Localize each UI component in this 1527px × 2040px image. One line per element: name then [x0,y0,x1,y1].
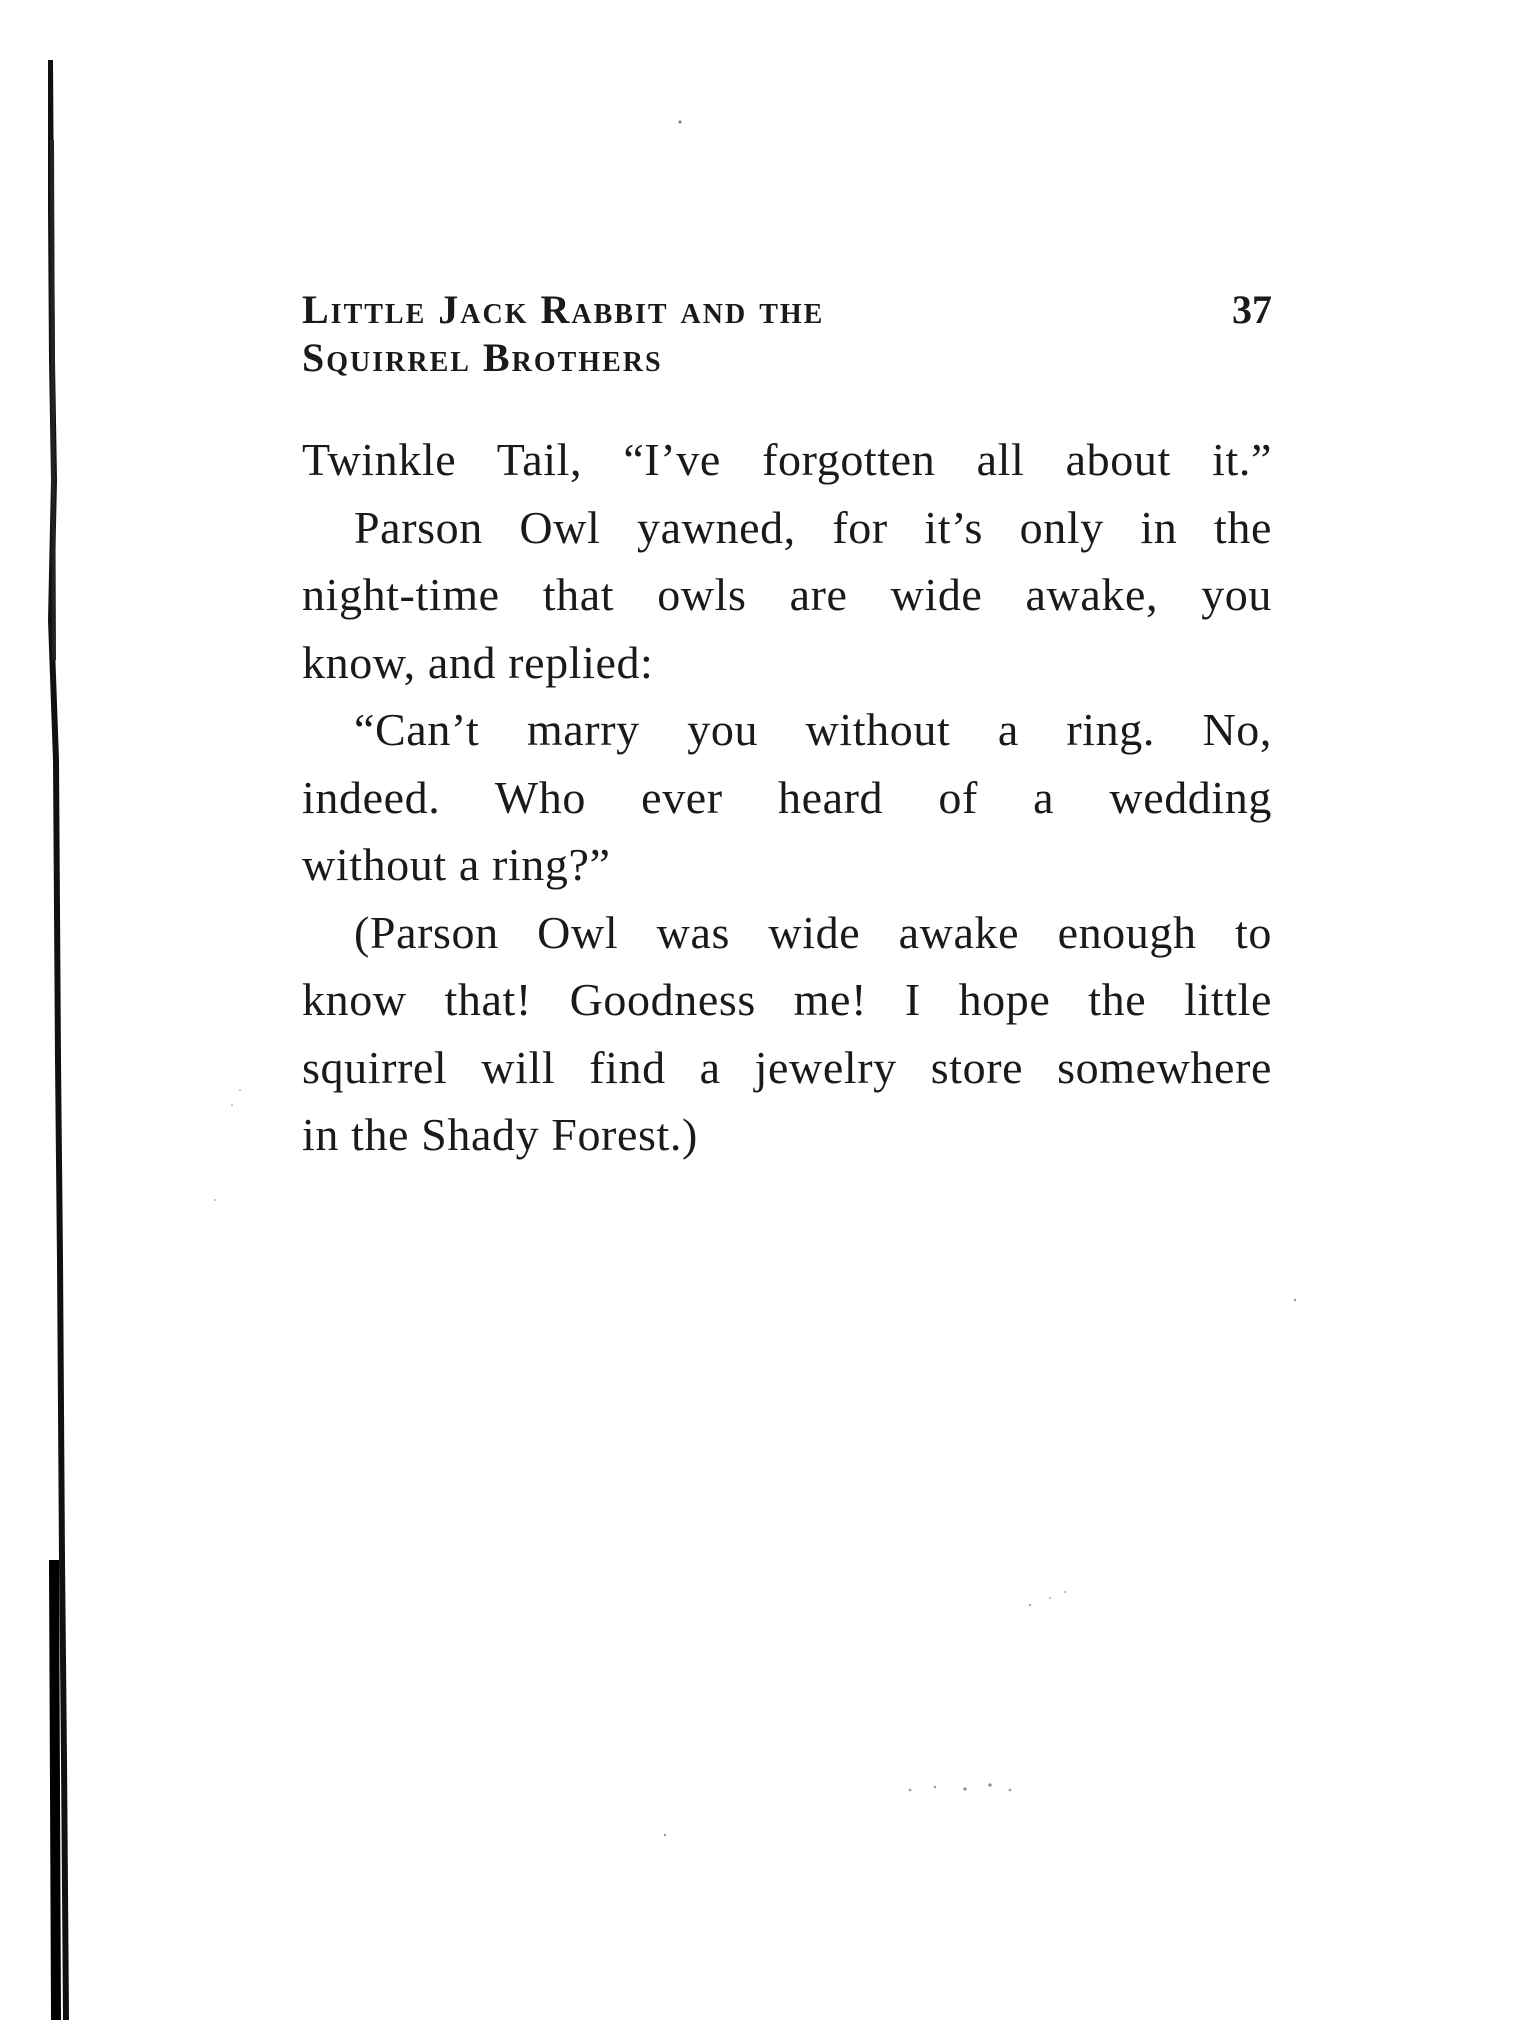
text-line-9: know that! Goodness me! I hope the little [302,974,1272,1025]
binding-edge-shadow [48,60,78,2020]
text-line-10: squirrel will find a jewelry store somewhere [302,1041,1272,1093]
running-title [302,286,1122,382]
text-line-11: in the Shady Forest.) [302,1109,698,1160]
text-line-1: Twinkle Tail, “I’ve forgotten all about it.” [302,434,1272,485]
text-line-6: indeed. Who ever heard of a wedding [302,771,1272,823]
text-line-8: (Parson Owl was wide awake enough to [354,906,1272,958]
text-line-2: Parson Owl yawned, for it’s only in the [354,501,1272,553]
page-number: 37 [1232,287,1272,332]
text-line-4: know, and replied: [302,636,654,688]
text-line-3: night-time that owls are wide awake, you [302,569,1272,620]
running-title-line-2: Squirrel Brothers [302,335,663,380]
text-line-5: “Can’t marry you without a ring. No, [354,704,1272,755]
running-title-line-1: Little Jack Rabbit and the [302,287,825,332]
body-text [302,426,1272,1169]
text-line-7: without a ring?” [302,839,611,890]
running-header [302,286,1272,396]
